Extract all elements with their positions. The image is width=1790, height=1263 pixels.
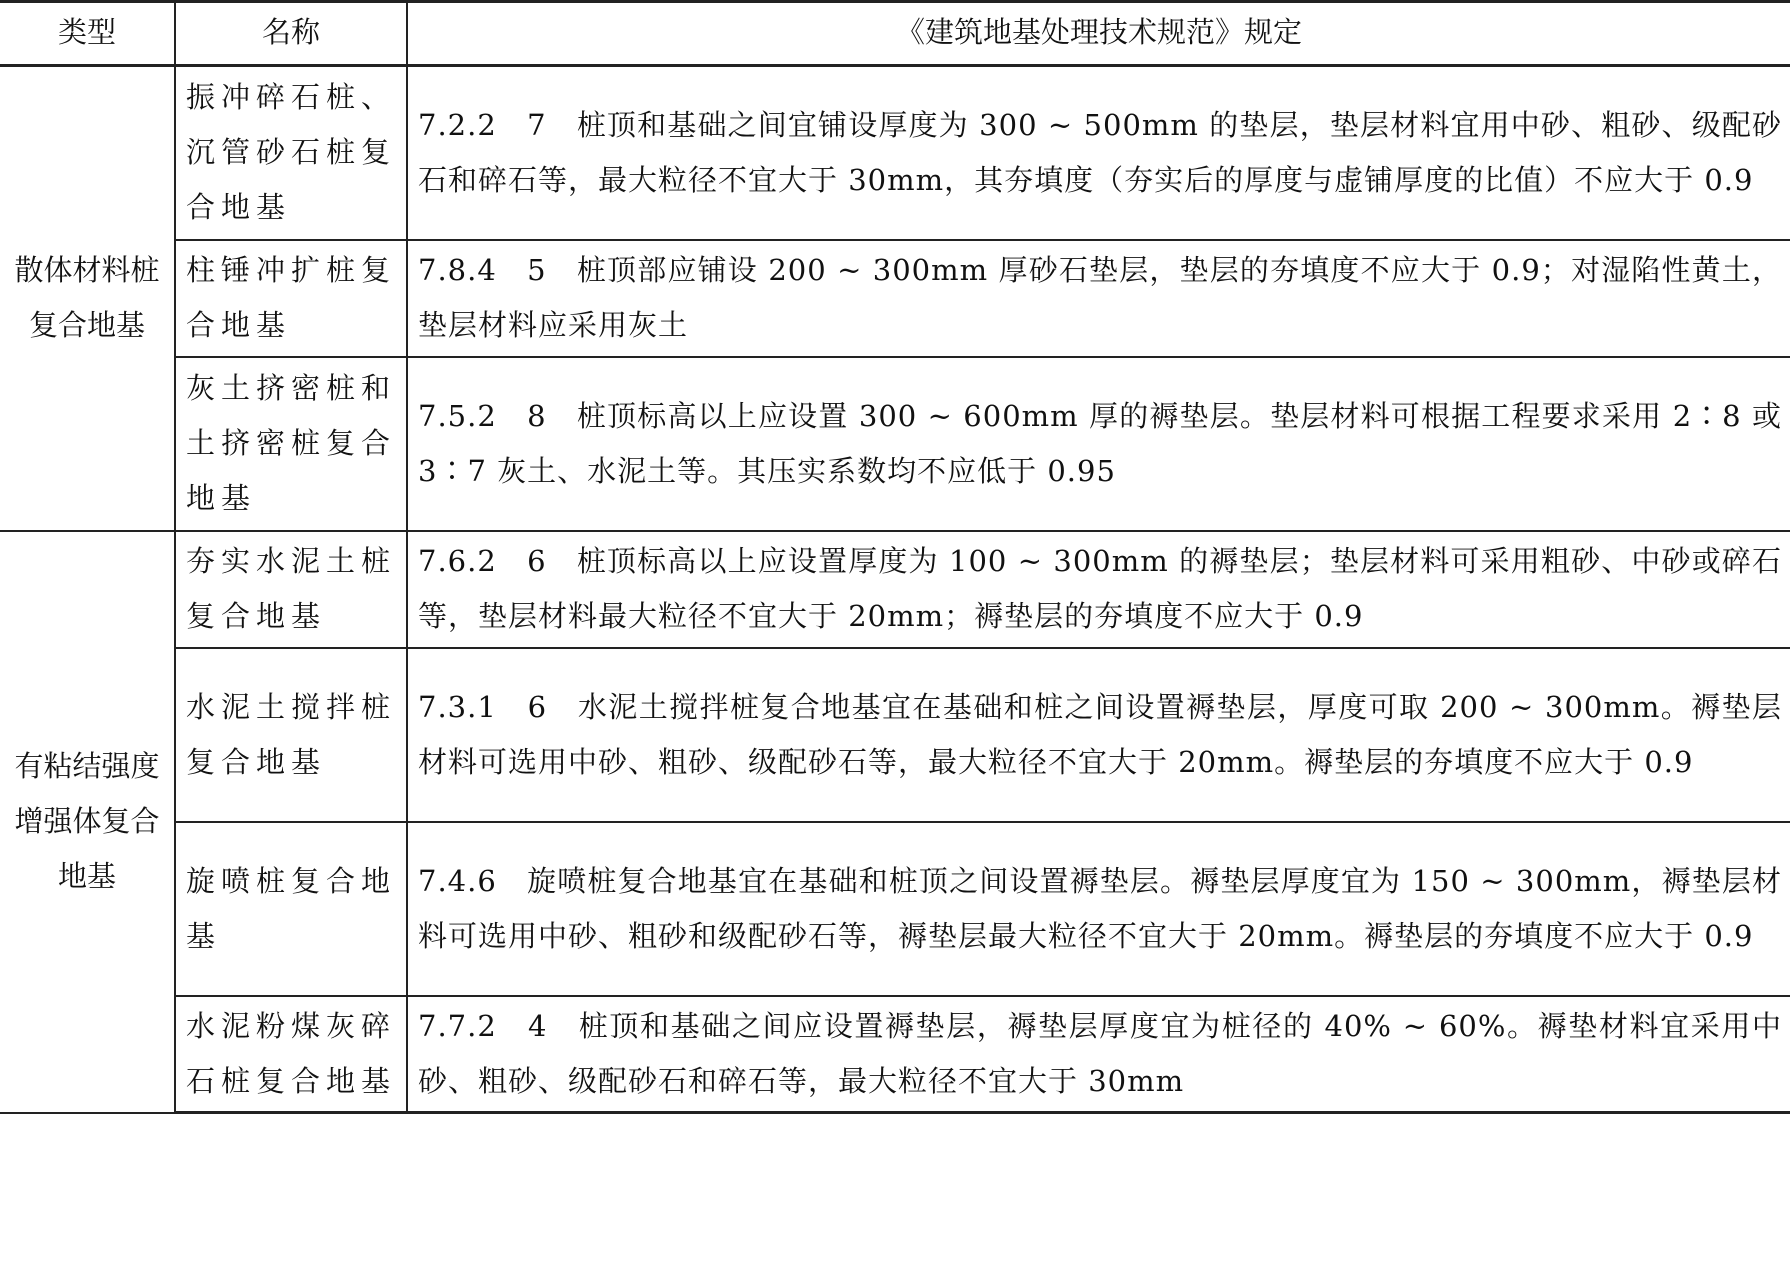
spec-cell: 7.6.2 6 桩顶标高以上应设置厚度为 100 ~ 300mm 的褥垫层；垫层材料可采用粗砂、中砂或碎石等，垫层材料最大粒径不宜大于 20mm；褥垫层的夯填度不应大于 0.9 bbox=[407, 531, 1790, 648]
spec-cell: 7.2.2 7 桩顶和基础之间宜铺设厚度为 300 ~ 500mm 的垫层，垫层材料宜用中砂、粗砂、级配砂石和碎石等，最大粒径不宜大于 30mm，其夯填度（夯实后的厚度与虚铺厚度的比值）不应大于 0.9 bbox=[407, 66, 1790, 240]
name-cell: 柱锤冲扩桩复合地基 bbox=[175, 240, 407, 357]
type-cell: 散体材料桩复合地基 bbox=[0, 66, 175, 531]
header-spec: 《建筑地基处理技术规范》规定 bbox=[407, 0, 1790, 66]
table-row bbox=[0, 66, 1790, 240]
spec-cell: 7.8.4 5 桩顶部应铺设 200 ~ 300mm 厚砂石垫层，垫层的夯填度不应大于 0.9；对湿陷性黄土，垫层材料应采用灰土 bbox=[407, 240, 1790, 357]
name-cell: 振冲碎石桩、沉管砂石桩复合地基 bbox=[175, 66, 407, 240]
name-cell: 水泥土搅拌桩复合地基 bbox=[175, 648, 407, 822]
name-cell: 灰土挤密桩和土挤密桩复合地基 bbox=[175, 357, 407, 531]
table-row bbox=[0, 357, 1790, 531]
header-type: 类型 bbox=[0, 0, 175, 66]
name-cell: 水泥粉煤灰碎石桩复合地基 bbox=[175, 996, 407, 1113]
table-row bbox=[0, 648, 1790, 822]
spec-cell: 7.5.2 8 桩顶标高以上应设置 300 ~ 600mm 厚的褥垫层。垫层材料可根据工程要求采用 2∶8 或 3∶7 灰土、水泥土等。其压实系数均不应低于 0.95 bbox=[407, 357, 1790, 531]
table-header-row bbox=[0, 0, 1790, 66]
name-cell: 夯实水泥土桩复合地基 bbox=[175, 531, 407, 648]
spec-cell: 7.4.6 旋喷桩复合地基宜在基础和桩顶之间设置褥垫层。褥垫层厚度宜为 150 ~ 300mm，褥垫层材料可选用中砂、粗砂和级配砂石等，褥垫层最大粒径不宜大于 20mm。褥垫层的夯填度不应大于 0.9 bbox=[407, 822, 1790, 996]
spec-cell: 7.7.2 4 桩顶和基础之间应设置褥垫层，褥垫层厚度宜为桩径的 40% ~ 60%。褥垫材料宜采用中砂、粗砂、级配砂石和碎石等，最大粒径不宜大于 30mm bbox=[407, 996, 1790, 1113]
spec-cell: 7.3.1 6 水泥土搅拌桩复合地基宜在基础和桩之间设置褥垫层，厚度可取 200 ~ 300mm。褥垫层材料可选用中砂、粗砂、级配砂石等，最大粒径不宜大于 20mm。褥垫层的夯填度不应大于 0.9 bbox=[407, 648, 1790, 822]
type-cell: 有粘结强度增强体复合地基 bbox=[0, 531, 175, 1113]
header-name: 名称 bbox=[175, 0, 407, 66]
table-row bbox=[0, 531, 1790, 648]
table-row bbox=[0, 996, 1790, 1113]
table-row bbox=[0, 822, 1790, 996]
table-row bbox=[0, 240, 1790, 357]
name-cell: 旋喷桩复合地基 bbox=[175, 822, 407, 996]
